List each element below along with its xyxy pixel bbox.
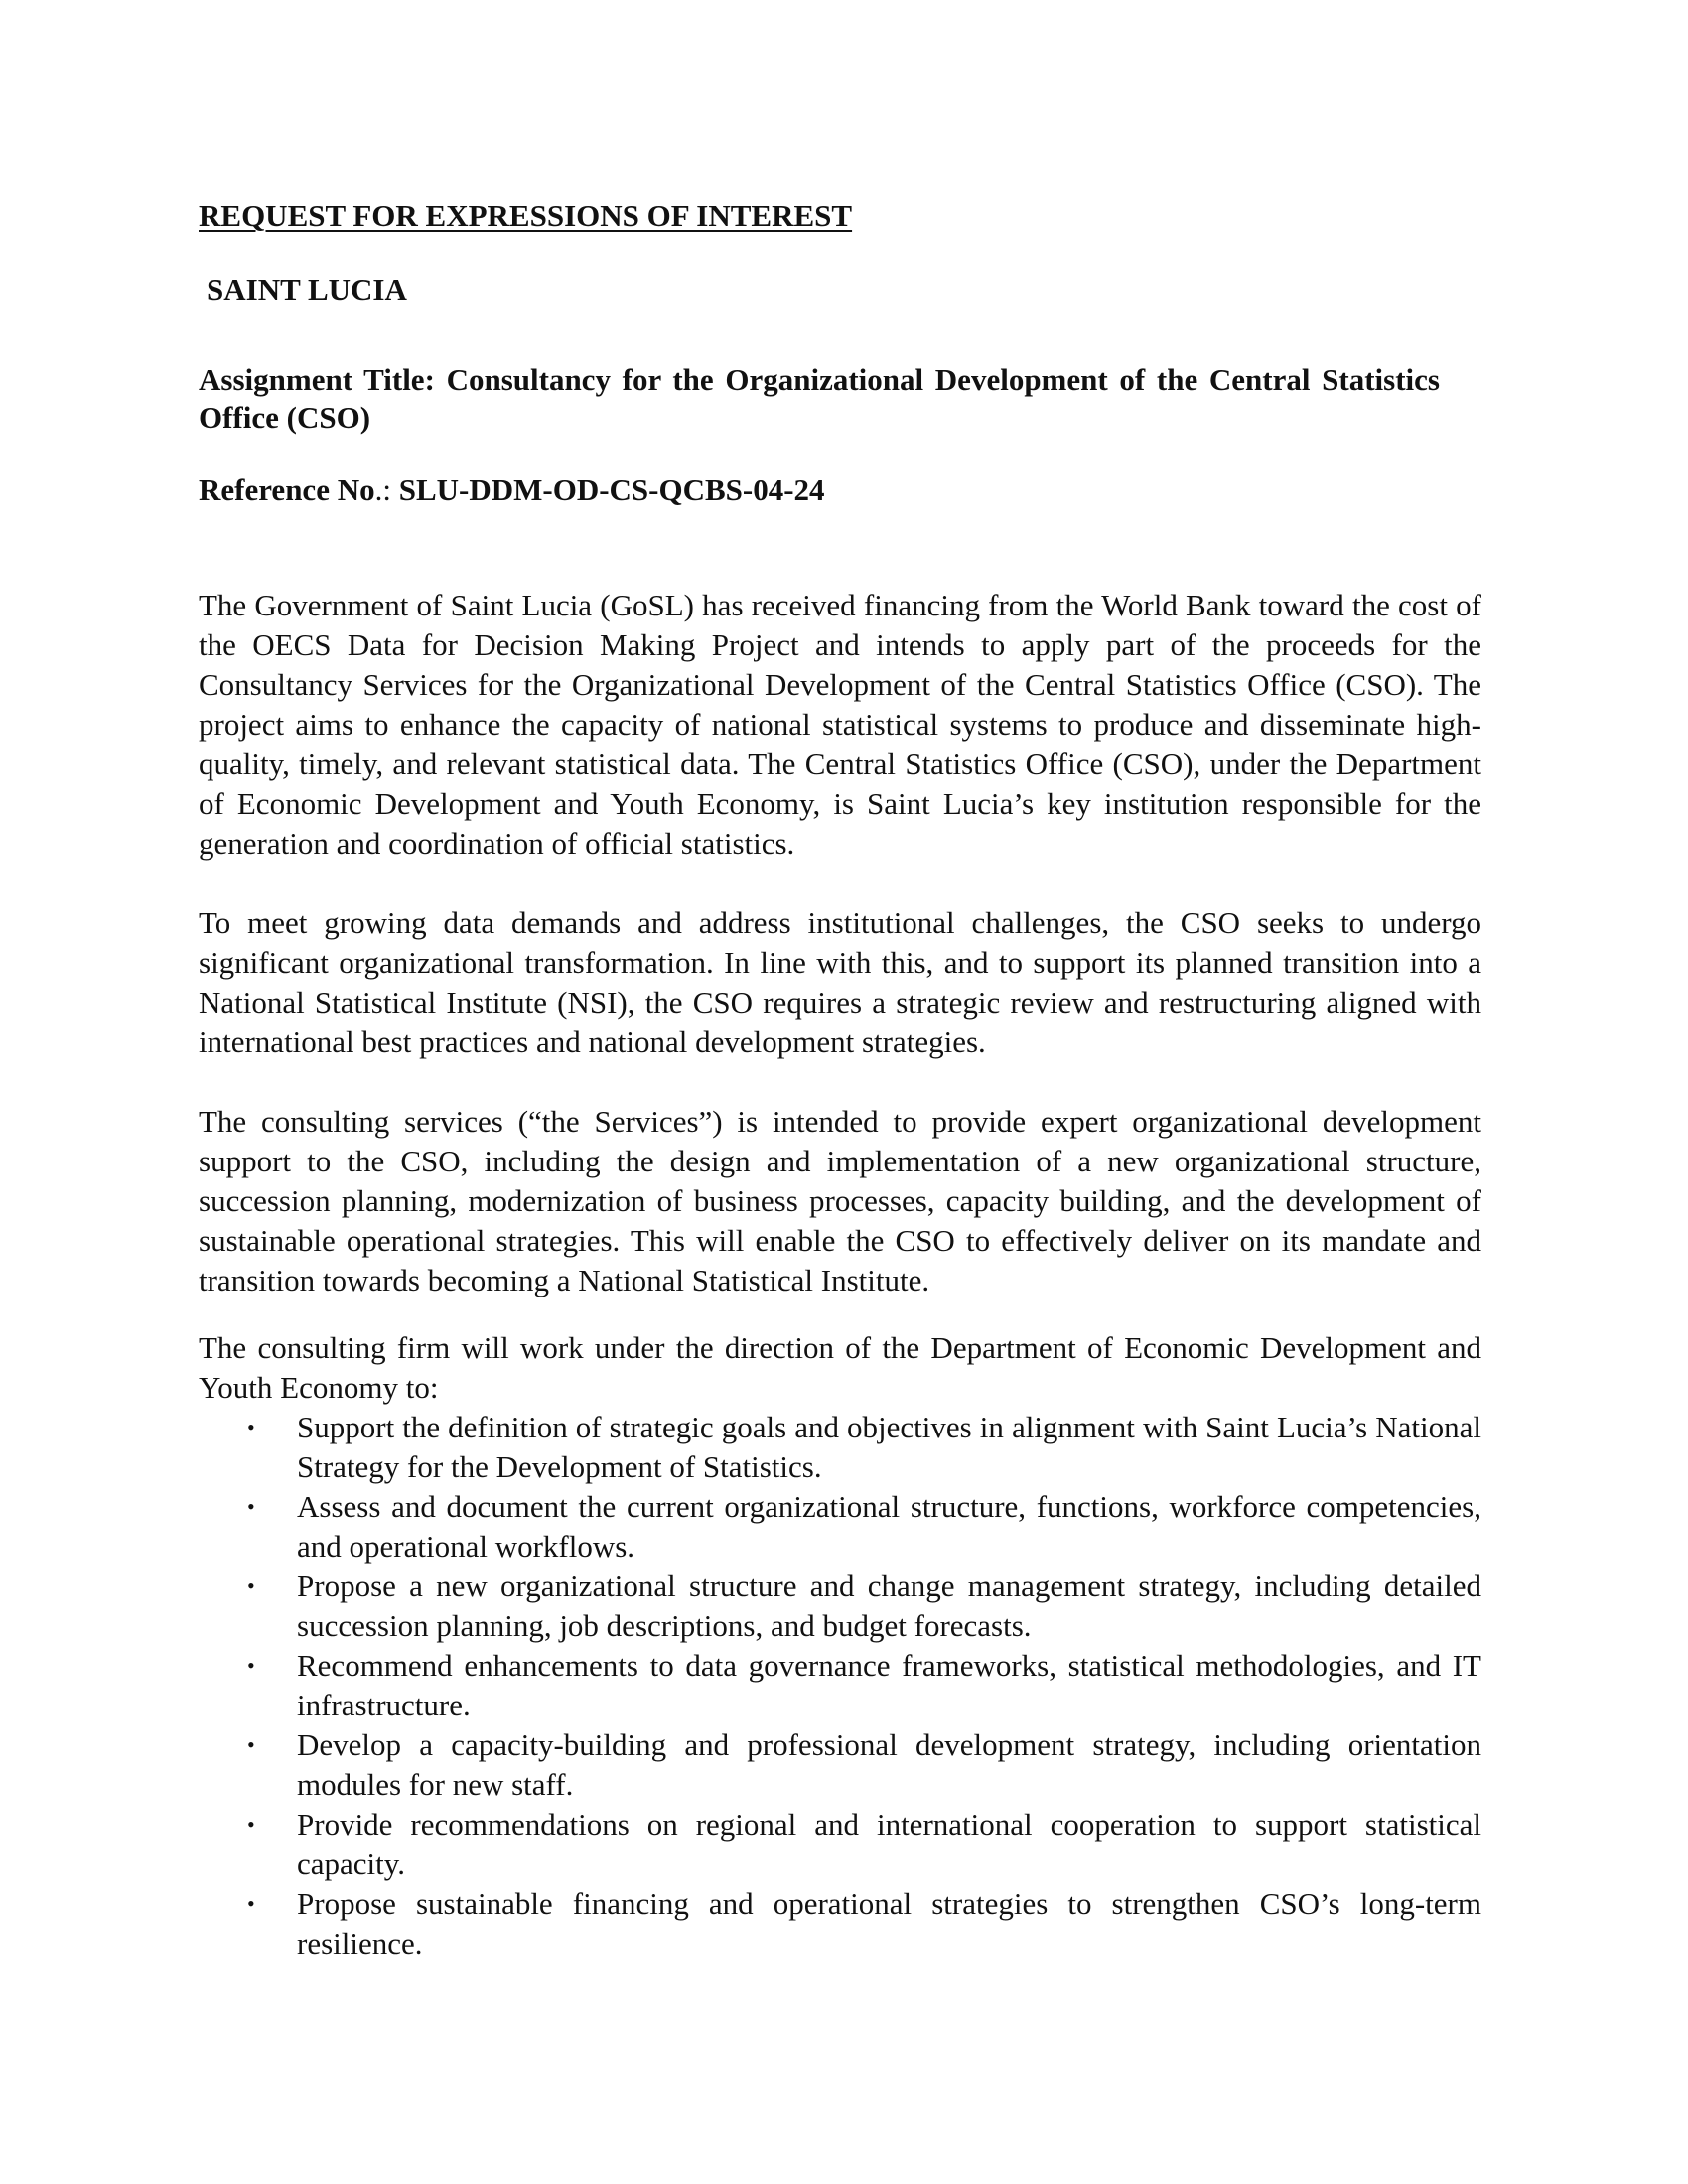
list-item-text: Develop a capacity-building and professional development strategy, including orientation modules for new staff. <box>297 1727 1481 1802</box>
reference-label: Reference No <box>199 473 375 507</box>
reference-line <box>199 471 1481 510</box>
body-paragraph-3: The consulting services (“the Services”) is intended to provide expert organizational development support to the CSO, including the design and implementation of a new organizational structure, succession planning, modernization of business processes, capacity building, and the development of sustainable operational strategies. This will enable the CSO to effectively deliver on its mandate and transition towards becoming a National Statistical Institute. <box>199 1104 1481 1297</box>
bullet-icon: • <box>247 1653 255 1678</box>
body-paragraph-1: The Government of Saint Lucia (GoSL) has received financing from the World Bank toward the cost of the OECS Data for Decision Making Project and intends to apply part of the proceeds for the Consultancy Services for the Organizational Development of the Central Statistics Office (CSO). The project aims to enhance the capacity of national statistical systems to produce and disseminate high-quality, timely, and relevant statistical data. The Central Statistics Office (CSO), under the Department of Economic Development and Youth Economy, is Saint Lucia’s key institution responsible for the generation and coordination of official statistics. <box>199 588 1481 861</box>
country-heading: SAINT LUCIA <box>207 272 407 307</box>
reference-number: SLU-DDM-OD-CS-QCBS-04-24 <box>398 473 825 507</box>
bullet-icon: • <box>247 1573 255 1598</box>
body-paragraph-2: To meet growing data demands and address institutional challenges, the CSO seeks to undergo significant organizational transformation. In line with this, and to support its planned transition into a National Statistical Institute (NSI), the CSO requires a strategic review and restructuring aligned with international best practices and national development strategies. <box>199 905 1481 1059</box>
list-item-text: Recommend enhancements to data governance frameworks, statistical methodologies, and IT infrastructure. <box>297 1648 1481 1722</box>
list-item-text: Support the definition of strategic goals and objectives in alignment with Saint Lucia’s National Strategy for the Development of Statistics. <box>297 1410 1481 1484</box>
list-item <box>199 1646 1481 1725</box>
list-item-text: Propose a new organizational structure and change management strategy, including detailed succession planning, job descriptions, and budget forecasts. <box>297 1569 1481 1643</box>
list-item-text: Provide recommendations on regional and international cooperation to support statistical capacity. <box>297 1807 1481 1881</box>
list-item <box>199 1725 1481 1805</box>
bullet-icon: • <box>247 1812 255 1837</box>
list-item <box>199 1408 1481 1487</box>
list-item <box>199 1805 1481 1884</box>
reference-label-suffix: .: <box>374 473 399 507</box>
document-page <box>199 197 1481 1964</box>
body-paragraph-4: The consulting firm will work under the direction of the Department of Economic Development and Youth Economy to: <box>199 1330 1481 1405</box>
list-item <box>199 1487 1481 1567</box>
objectives-list <box>199 1408 1481 1964</box>
bullet-icon: • <box>247 1732 255 1757</box>
document-title: REQUEST FOR EXPRESSIONS OF INTEREST <box>199 199 853 233</box>
list-item-text: Assess and document the current organizational structure, functions, workforce competencies, and operational workflows. <box>297 1489 1481 1564</box>
bullet-icon: • <box>247 1494 255 1519</box>
bullet-icon: • <box>247 1415 255 1439</box>
list-item <box>199 1884 1481 1964</box>
list-item-text: Propose sustainable financing and operational strategies to strengthen CSO’s long-term resilience. <box>297 1886 1481 1961</box>
assignment-title: Assignment Title: Consultancy for the Organizational Development of the Central Statistics Office (CSO) <box>199 362 1440 435</box>
bullet-icon: • <box>247 1891 255 1916</box>
list-item <box>199 1567 1481 1646</box>
